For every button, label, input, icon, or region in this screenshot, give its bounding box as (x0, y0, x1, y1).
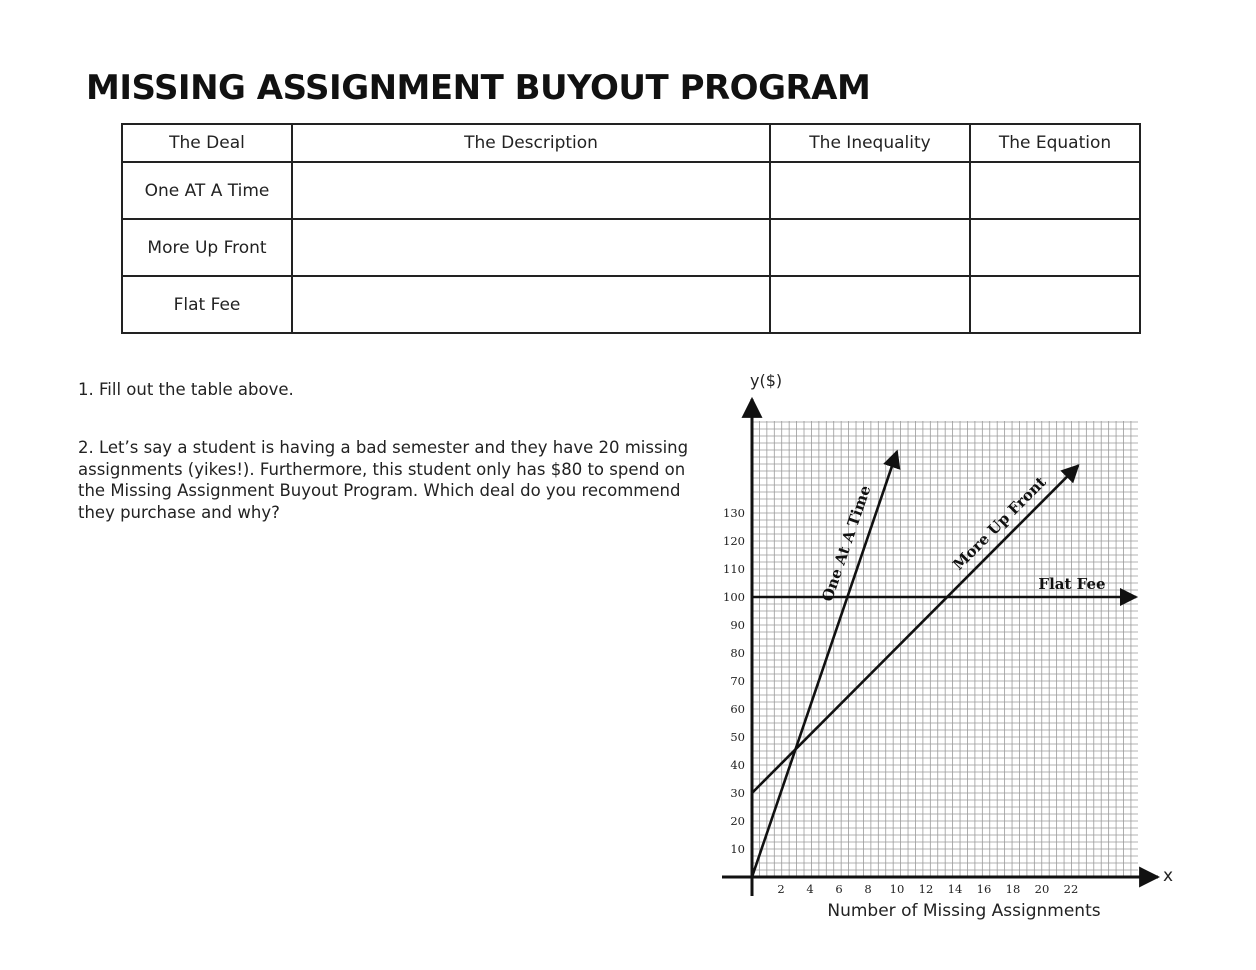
x-tick-label: 14 (947, 882, 963, 896)
y-tick-label: 50 (730, 730, 745, 744)
header-inequality: The Inequality (770, 124, 970, 162)
x-tick-label: 16 (976, 882, 992, 896)
y-tick-label: 30 (730, 786, 745, 800)
question-2-line: the Missing Assignment Buyout Program. Which deal do you recommend (78, 481, 681, 500)
x-axis-letter: x (1163, 866, 1174, 886)
series-label: Flat Fee (1038, 575, 1106, 593)
header-description: The Description (292, 124, 770, 162)
y-tick-label: 10 (730, 842, 745, 856)
y-tick-label: 100 (723, 590, 745, 604)
series-label: One At A Time (818, 483, 875, 604)
question-2-line: they purchase and why? (78, 502, 280, 522)
x-tick-label: 2 (777, 882, 785, 896)
x-tick-label: 10 (889, 882, 905, 896)
header-deal: The Deal (122, 124, 292, 162)
y-tick-label: 20 (730, 814, 745, 828)
y-tick-label: 120 (723, 534, 745, 548)
x-tick-label: 6 (835, 882, 843, 896)
question-1: 1. Fill out the table above. (78, 380, 294, 399)
y-tick-label: 90 (730, 618, 745, 632)
x-tick-label: 4 (806, 882, 814, 896)
y-tick-label: 130 (723, 506, 745, 520)
graph-grid (752, 421, 1138, 877)
x-tick-label: 20 (1034, 882, 1050, 896)
y-tick-label: 60 (730, 702, 745, 716)
y-tick-label: 110 (723, 562, 745, 576)
series-label: More Up Front (949, 473, 1050, 574)
graph-axes (722, 399, 1158, 896)
y-axis-label: y($) (750, 371, 783, 390)
header-equation: The Equation (970, 124, 1140, 162)
deal-name-cell: One AT A Time (122, 162, 292, 219)
x-tick-label: 22 (1063, 882, 1079, 896)
page-title: MISSING ASSIGNMENT BUYOUT PROGRAM (86, 68, 871, 108)
y-tick-label: 70 (730, 674, 745, 688)
y-tick-label: 40 (730, 758, 745, 772)
x-tick-label: 8 (864, 882, 872, 896)
x-axis-label: Number of Missing Assignments (827, 901, 1101, 921)
deal-name-cell: More Up Front (122, 219, 292, 276)
question-2-line: 2. Let’s say a student is having a bad semester and they have 20 missing (78, 438, 689, 457)
series-line (752, 451, 897, 877)
question-2-line: assignments (yikes!). Furthermore, this student only has $80 to spend on (78, 459, 686, 479)
y-tick-label: 80 (730, 646, 745, 660)
x-tick-label: 12 (918, 882, 934, 896)
deal-name-cell: Flat Fee (122, 276, 292, 333)
x-tick-label: 18 (1005, 882, 1021, 896)
